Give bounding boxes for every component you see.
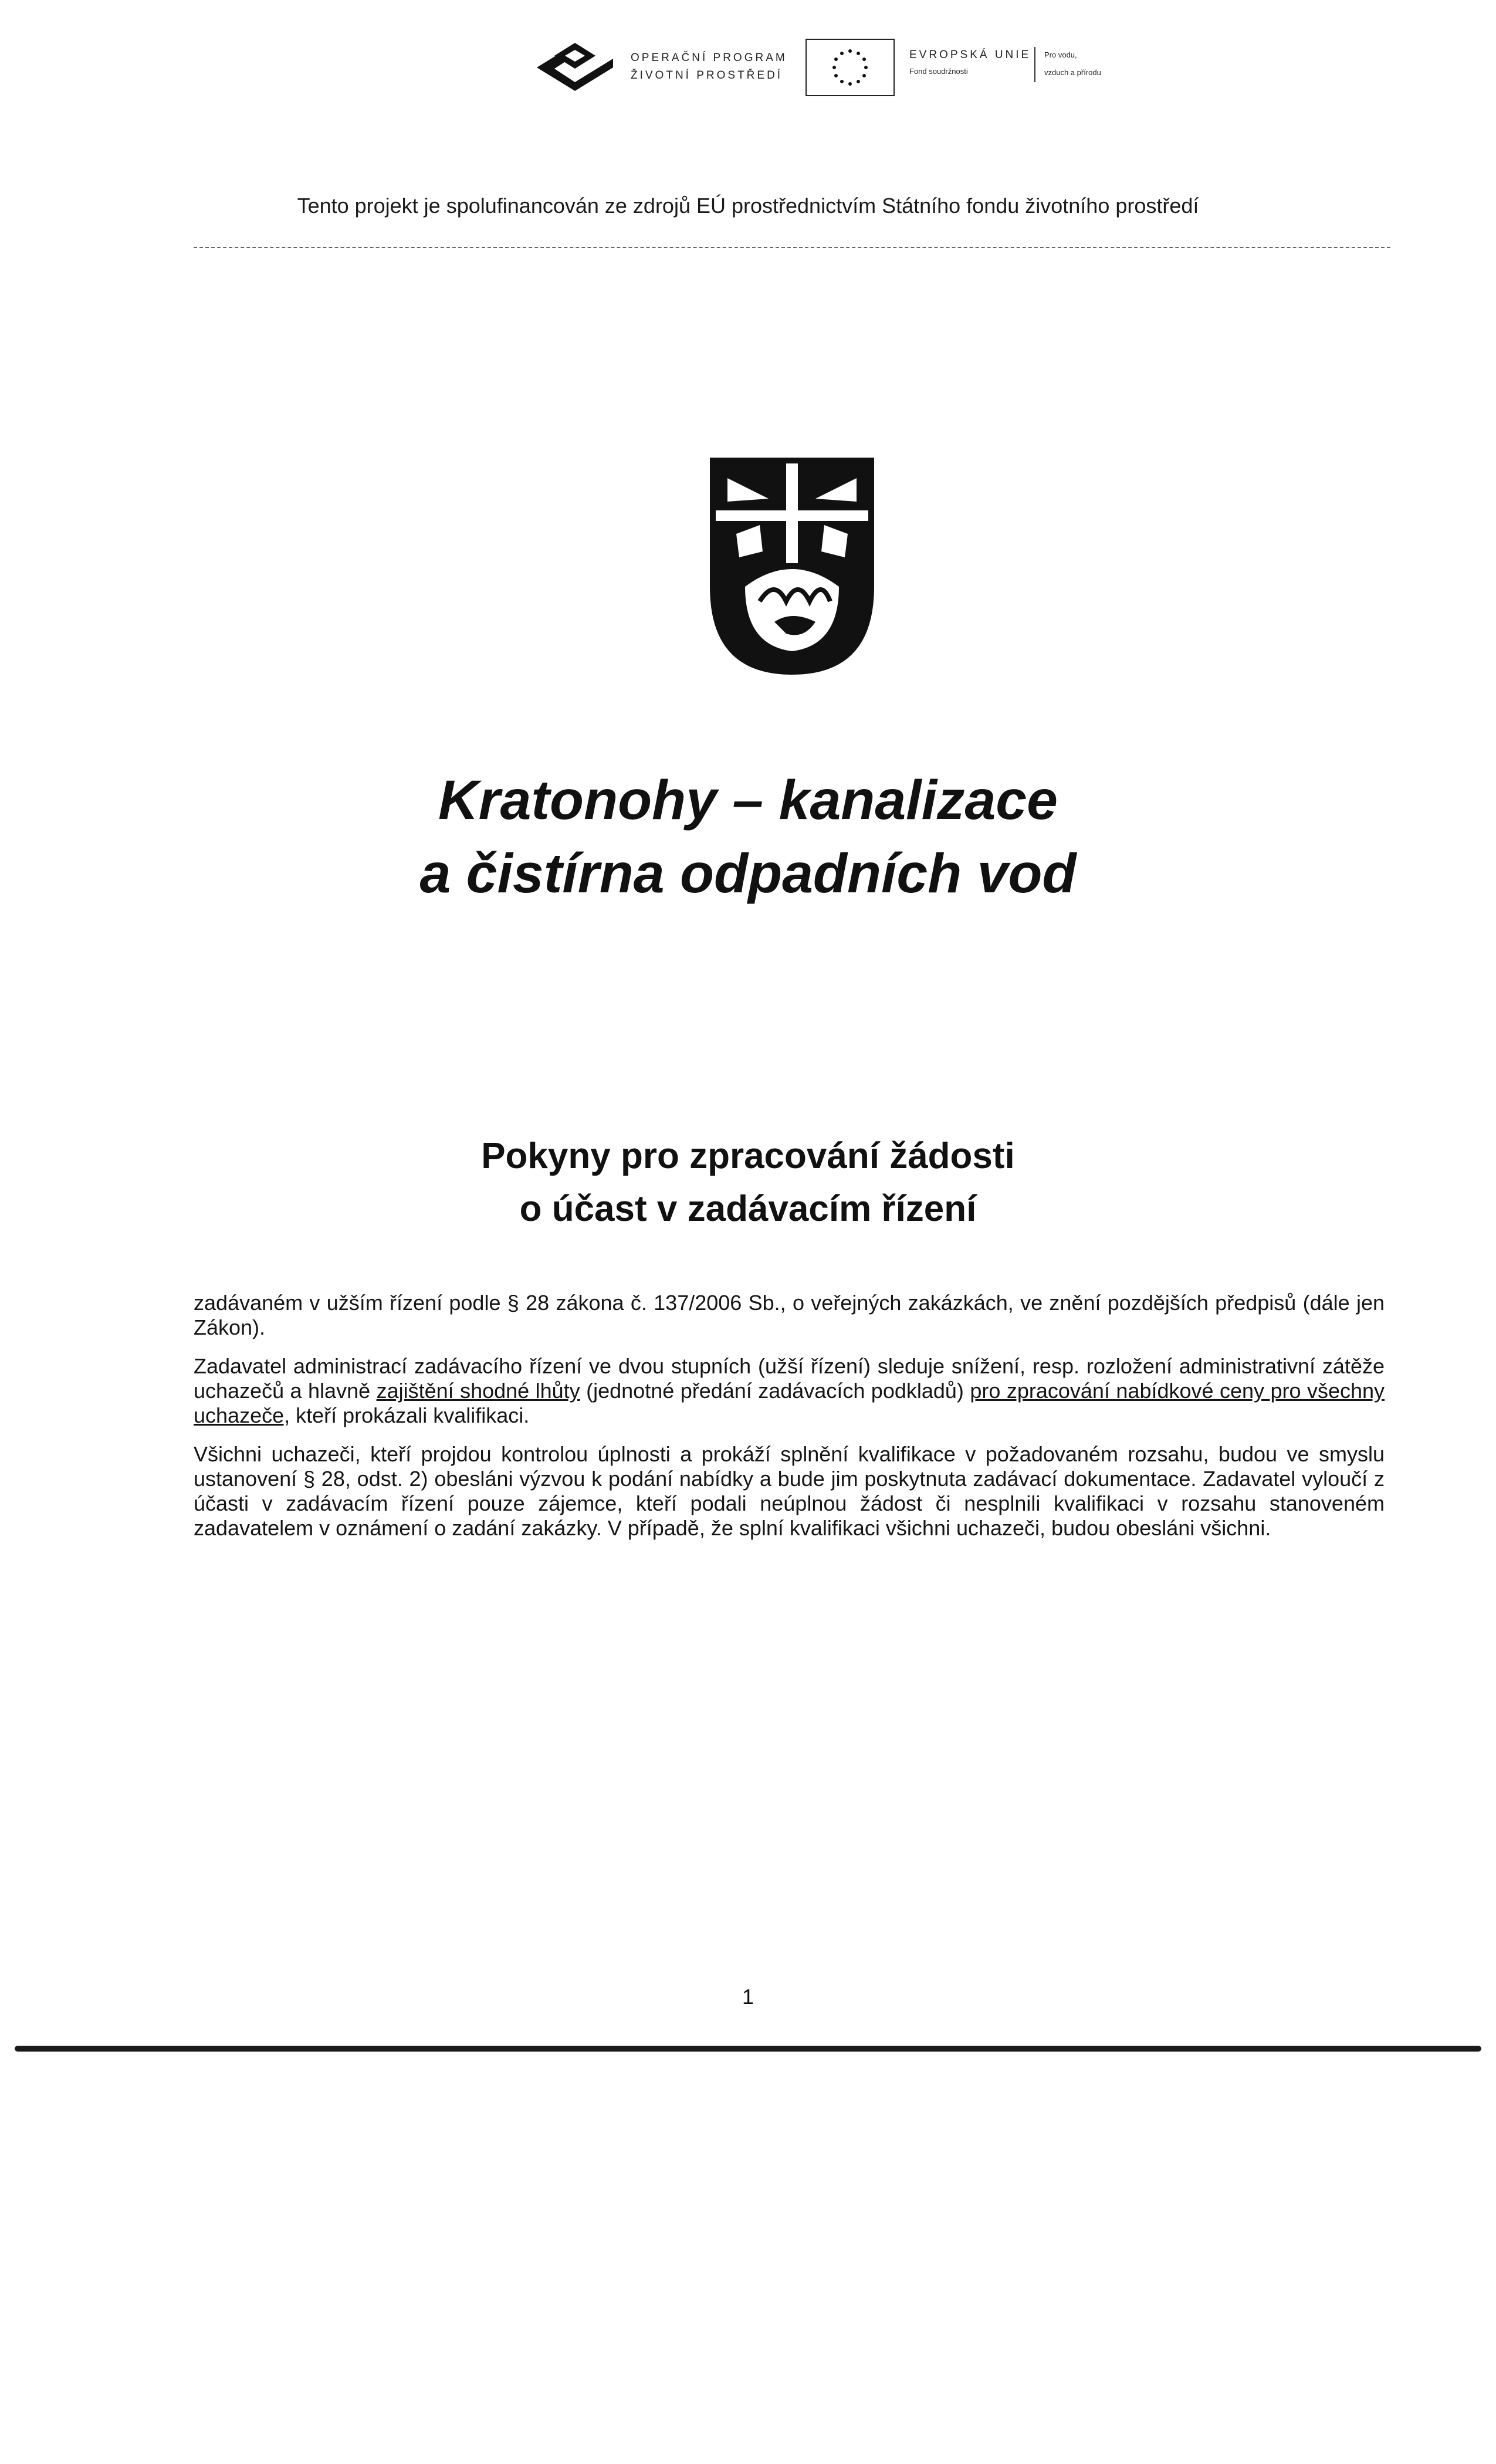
body-paragraph-3: Všichni uchazeči, kteří projdou kontrolou úplnosti a prokáží splnění kvalifikace v požadovaném rozsahu, budou ve smyslu ustanovení § 28, odst. 2) obesláni výzvou k podání nabídky a bude jim poskytnuta zadávací dokumentace. Zadavatel vyloučí z účasti v zadávacím řízení pouze zájemce, kteří podali neúplnou žádost či nesplnili kvalifikaci v rozsahu stanoveném zadavatelem v oznámení o zadání zakázky. V případě, že splní kvalifikaci všichni uchazeči, budou obesláni všichni. <box>194 1442 1385 1540</box>
body-paragraph-1: zadávaném v užším řízení podle § 28 zákona č. 137/2006 Sb., o veřejných zakázkách, ve znění pozdějších předpisů (dále jen Zákon). <box>194 1291 1385 1339</box>
eu-logo-line2: Fond soudržnosti <box>909 67 968 76</box>
header-divider <box>194 247 1390 248</box>
paragraph-2-text: (jednotné předání zadávacích podkladů) <box>580 1379 970 1403</box>
document-subtitle-line1: Pokyny pro zpracování žádosti <box>481 1136 1015 1176</box>
paragraph-2-text: kteří prokázali kvalifikaci. <box>290 1403 530 1427</box>
op-zp-logo-icon <box>531 32 619 103</box>
page-number: 1 <box>742 1985 754 2009</box>
financing-note: Tento projekt je spolufinancován ze zdrojů EÚ prostřednictvím Státního fondu životního prostředí <box>297 194 1199 218</box>
op-logo-line2: ŽIVOTNÍ PROSTŘEDÍ <box>631 69 783 82</box>
eu-logo-line1: EVROPSKÁ UNIE <box>909 49 1031 61</box>
slogan-line2: vzduch a přírodu <box>1044 68 1101 77</box>
document-title-line2: a čistírna odpadních vod <box>419 842 1077 905</box>
document-subtitle-line2: o účast v zadávacím řízení <box>519 1189 977 1229</box>
underlined-price-text: pro zpracování nabídkové ceny pro všechny uchazeče, <box>194 1379 1385 1427</box>
document-title-line1: Kratonohy – kanalizace <box>438 769 1058 831</box>
eu-flag-icon <box>805 39 895 96</box>
coat-of-arms-icon <box>704 452 880 681</box>
slogan-line1: Pro vodu, <box>1044 50 1077 59</box>
footer-divider <box>15 2046 1481 2052</box>
header-separator <box>1034 47 1035 82</box>
op-logo-line1: OPERAČNÍ PROGRAM <box>631 52 787 64</box>
body-paragraph-2 <box>194 1354 1385 1428</box>
underlined-deadline-text: zajištění shodné lhůty <box>376 1379 580 1403</box>
paragraph-2-text: Zadavatel administrací zadávacího řízení ve dvou stupních (užší řízení) sleduje snížení, resp. rozložení administrativní zátěže uchazečů a hlavně <box>194 1354 1385 1403</box>
